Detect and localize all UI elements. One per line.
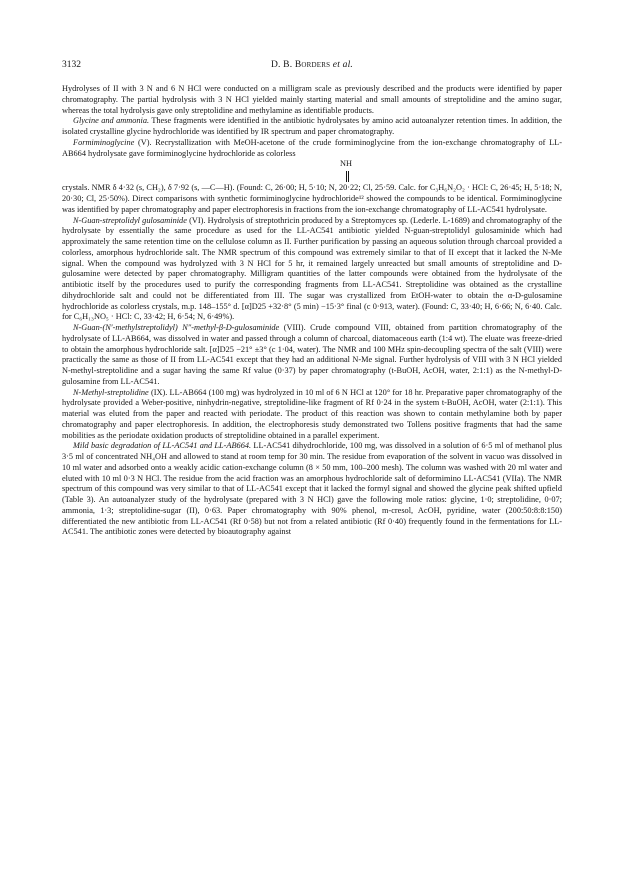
text-methyl-streptolidine: (IX). LL-AB664 (100 mg) was hydrolyzed in 10 ml of 6 N HCl at 120° for 18 hr. Preparative paper chromatography of the hydrolysate provided a Weber-positive, ninhydrin-negative, streptolidine-like fragment of Rf 0·24 in the system t-BuOH, AcOH, water (2:1:1). This material was eluted from the paper and reacted with periodate. The product of this reaction was shown to contain methylamine both by paper chromatography and paper electrophoresis. In addition, the electrophoresis study demonstrated two Tollens positive fragments that had the same mobilities as the periodate oxidation products of streptolidine obtained in a parallel experiment.	[62, 387, 562, 440]
heading-basic-degradation: Mild basic degradation of LL-AC541 and LL-AB664.	[73, 441, 252, 451]
page-header	[62, 60, 562, 74]
text-gulosaminide: (VI). Hydrolysis of streptothricin produced by a Streptomyces sp. (Lederle. L-1689) and chromatography of the hydrolysate by essentially the same procedure as used for the LL-AC541 antibiotic yielded N-guan-streptolidyl gulosaminide which had approximately the same retention time on the cellulose column as II. Further purification by passing an aqueous solution through charcoal provided a colorless, amorphous hydrochloride salt. The NMR spectrum of this compound was extremely similar to that of II except that it lacked the N-Me signal. When the compound was hydrolyzed with 3 N HCl for 5 hr, it remained largely unreacted but small amounts of streptolidine and D-gulosamine were detected by paper chromatography. Milligram quantities of the latter compounds were obtained from the hydrolysate of the antibiotic itself by the procedures used to purify the corresponding fragments from LL-AC541. Streptolidine was obtained as the crystalline dihydrochloride salt and could not be differentiated from III. The sugar was crystallized from EtOH-water to obtain the α-D-gulosamine hydrochloride as colorless crystals, m.p. 148–155° d. [α]D25 +32·8° (5 min) −15·3° final (c 0·913, water). (Found: C, 33·40; H, 6·66; N, 6·40. Calc. for C₆H₁₃NO₅ · HCl: C, 33·42; H, 6·54; N, 6·49%).	[62, 215, 562, 322]
formula-double-bond	[346, 171, 347, 182]
paragraph-compound-viii	[62, 323, 562, 388]
heading-glycine: Glycine and ammonia.	[73, 116, 150, 126]
paragraph-gulosaminide	[62, 216, 562, 324]
text-basic-degradation: LL-AC541 dihydrochloride, 100 mg, was dissolved in a solution of 6·5 ml of methanol plus 3·5 ml of concentrated NH₄OH and allowed to stand at room temp for 30 min. The residue from evaporation of the solvent in vacuo was dissolved in 10 ml water and adsorbed onto a weakly acidic cation-exchange column (8 × 50 mm, 100–200 mesh). The column was washed with 20 ml water and eluted with 10 ml 0·3 N HCl. The residue from the acid fraction was an amorphous hydrochloride salt of deformimino LL-AC541 (VIIa). The NMR spectrum of this compound was very similar to that of LL-AC541 except that it lacked the formyl signal and showed the glycine peak shifted upfield (Table 3). An autoanalyzer study of the hydrolysate (prepared with 3 N HCl) gave the following mole ratios: glycine, 1·0; streptolidine, 0·07; ammonia, 1·3; streptolidine-sugar (II), 0·63. Paper chromatography with 90% phenol, m-cresol, AcOH, pyridine, water (200:50:8:8:150) differentiated the new antibiotic from LL-AC541 (Rf 0·58) but not from a related antibiotic (Rf 0·40) frequently found in the fermentations for LL-AC541. The antibiotic zones were detected by bioautography against	[62, 441, 562, 537]
paragraph-formiminoglycine	[62, 138, 562, 160]
text-glycine: These fragments were identified in the antibiotic hydrolysates by amino acid autoanalyzer retention times. In addition, the isolated crystalline glycine hydrochloride was identified by IR spectrum and paper chromatography.	[62, 116, 562, 136]
heading-compound-viii: N-Guan-(N′-methylstreptolidyl) N″-methyl-β-D-gulosaminide	[73, 323, 280, 332]
paragraph-formiminoglycine-continued: crystals. NMR δ 4·32 (s, CH₂), δ 7·92 (s, —C—H). (Found: C, 26·00; H, 5·10; N, 20·22; Cl, 25·59. Calc. for C₃H₆N₂O₂ · HCl: C, 26·45; H, 5·18; N, 20·30; Cl, 25·50%). Direct comparisons with synthetic formiminoglycine hydrochloride¹² showed the compounds to be identical. Formiminoglycine was identified by paper chromatography and paper electrophoresis in fractions from the ion-exchange chromatography of LL-AC541 hydrolysate.	[62, 183, 562, 214]
formula-imine	[62, 159, 562, 183]
formula-nh-label: NH	[340, 159, 352, 169]
page-number: 3132	[62, 60, 81, 70]
text-formiminoglycine: (V). Recrystallization with MeOH-acetone of the crude formiminoglycine from the ion-exchange chromatography of LL-AB664 hydrolysate gave formiminoglycine hydrochloride as colorless	[62, 137, 562, 158]
paper-body	[62, 84, 562, 538]
paragraph-methyl-streptolidine	[62, 388, 562, 442]
heading-methyl-streptolidine: N-Methyl-streptolidine	[73, 387, 149, 397]
heading-formiminoglycine: Formiminoglycine	[73, 137, 135, 147]
text-compound-viii: (VIII). Crude compound VIII, obtained from partition chromatography of the hydrolysate of LL-AB664, was dissolved in water and passed through a column of charcoal, diatomaceous earth (1:4 wt). The eluate was freeze-dried to obtain the amorphous hydrochloride salt. [α]D25 −21° ±3° (c 1·04, water). The NMR and 100 MHz spin-decoupling spectra of the salt (VIII) were practically the same as those of II from LL-AC541 except that they had an additional N-Me signal. Further hydrolysis of VIII with 3 N HCl yielded N-methyl-streptolidine and a sugar having the same Rf value (0·37) by paper chromatography (t-BuOH, AcOH, water, 2:1:1) as the N-methyl-D-gulosamine from LL-AC541.	[62, 323, 562, 386]
paper-page	[62, 60, 562, 538]
heading-gulosaminide: N-Guan-streptolidyl gulosaminide	[73, 215, 187, 225]
running-head	[62, 60, 562, 70]
running-head-name: Borders	[294, 60, 331, 70]
running-head-initials: D. B.	[270, 60, 295, 70]
paragraph-glycine	[62, 116, 562, 138]
paragraph-hydrolyses: Hydrolyses of II with 3 N and 6 N HCl were conducted on a milligram scale as previously described and the products were identified by paper chromatography. The partial hydrolysis with 3 N HCl yielded mainly starting material and small amounts of streptolidine and the amino sugar, whereas the total hydrolysis gave only streptolidine and methylamine as identifiable products.	[62, 84, 562, 115]
running-head-suffix: et al.	[330, 60, 354, 70]
paragraph-basic-degradation	[62, 441, 562, 538]
